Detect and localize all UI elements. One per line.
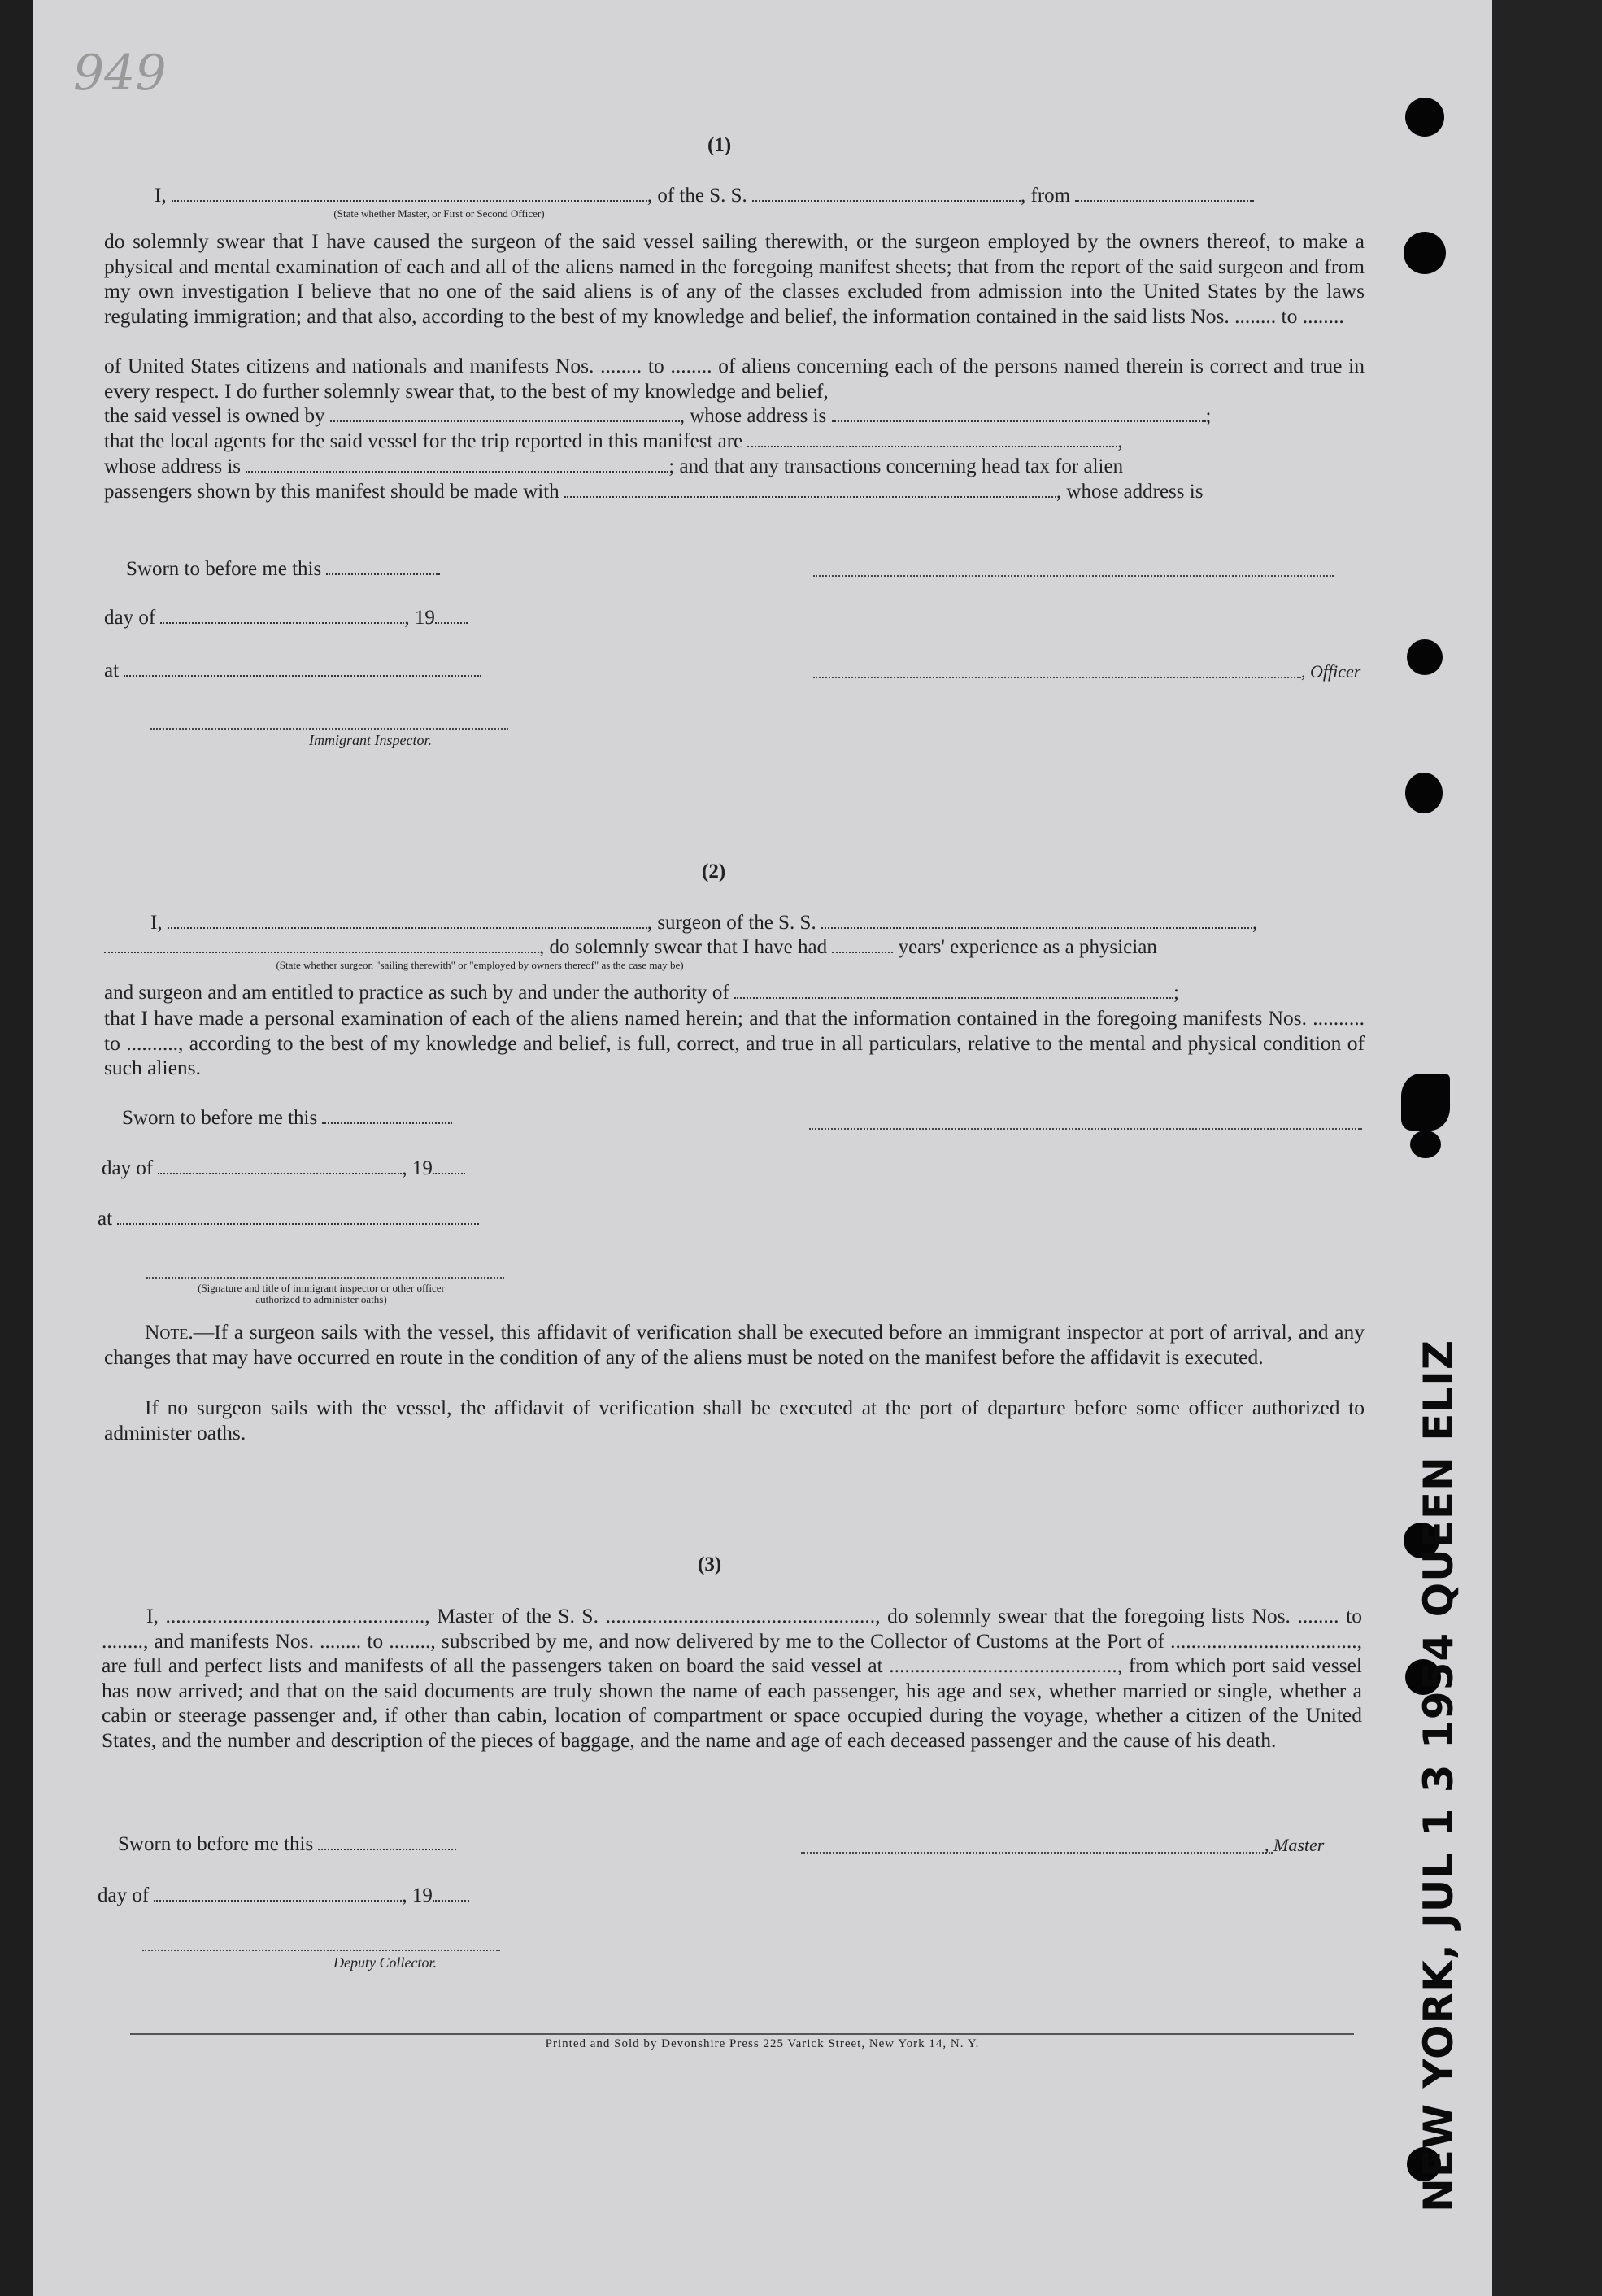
- s1-address-label: whose address is: [104, 455, 242, 477]
- s1-from: , from: [1021, 185, 1071, 207]
- s2-sworn: Sworn to before me this: [122, 1106, 452, 1131]
- s1-inspector-label: Immigrant Inspector.: [309, 732, 432, 748]
- s3-master-sig-line: [801, 1850, 1273, 1854]
- s2-day: day of , 19: [102, 1157, 465, 1181]
- s1-i: I,: [155, 185, 167, 207]
- s1-sworn: Sworn to before me this: [126, 557, 440, 582]
- s1-address-line: [104, 455, 1123, 479]
- section-2-number: (2): [702, 860, 726, 882]
- s2-swear-line: [104, 935, 1157, 960]
- s3-day: day of , 19: [98, 1884, 469, 1908]
- s1-agents-label: that the local agents for the said vessel for the trip reported in this manifest are: [104, 430, 743, 452]
- s1-passengers-line: [104, 480, 1203, 504]
- s1-day: day of , 19: [104, 606, 468, 630]
- binder-hole: [1410, 1131, 1441, 1158]
- binder-hole: [1404, 232, 1446, 274]
- s3-deputy-sig-line: [142, 1948, 500, 1951]
- s1-lead-line: [155, 184, 1254, 208]
- s1-at: at: [104, 659, 481, 683]
- s1-agents-line: that the local agents for the said vessel for the trip reported in this manifest are ,: [104, 430, 1123, 452]
- s1-body: do solemnly swear that I have caused the surgeon of the said vessel sailing therewith, or the surgeon employed by the owners thereof, to make a physical and mental examination of each and all of the aliens named in the foregoing manifest sheets; that from the report of the said surgeon and from my own investigation I believe that no one of the said aliens is of any of the classes excluded from admission into the United States by the laws regulating immigration; and that also, according to the best of my knowledge and belief, the information contained in the said lists Nos. ........ to ........: [104, 229, 1365, 328]
- section-3-number: (3): [698, 1553, 722, 1575]
- scan-border: [1492, 0, 1602, 2296]
- s1-owned-label: the said vessel is owned by: [104, 405, 325, 427]
- s1-footnote: (State whether Master, or First or Second Officer): [333, 207, 545, 220]
- note-paragraph-1: Note.—If a surgeon sails with the vessel, this affidavit of verification shall be executed before an immigrant inspector at port of arrival, and any changes that may have occurred en route in the condition of any of the aliens must be noted on the manifest before the affidavit is executed.: [104, 1320, 1365, 1369]
- corner-mark: 949: [73, 45, 167, 102]
- s2-sig-caption: (Signature and title of immigrant inspector or other officer authorized to administer oaths): [198, 1282, 445, 1305]
- binder-hole: [1405, 773, 1443, 813]
- footer-rule: [130, 2033, 1354, 2035]
- arrival-date-stamp: NEW YORK, JUL 1 3 1954 QUEEN ELIZ: [1415, 1339, 1462, 2212]
- s1-officer-label: , Officer: [1301, 661, 1361, 682]
- section-1-number: (1): [707, 134, 732, 156]
- s3-sworn: Sworn to before me this: [118, 1832, 456, 1857]
- binder-hole: [1405, 98, 1444, 137]
- s1-officer-sig-line-1: [813, 573, 1334, 577]
- s1-owned-line: the said vessel is owned by , whose address is ;: [104, 405, 1212, 427]
- s1-inspector-sig-line: [150, 726, 508, 730]
- s1-of-ss: , of the S. S.: [646, 185, 747, 207]
- s2-surgeon-label: , surgeon of the S. S.: [646, 912, 816, 934]
- manifest-verification-page: [33, 0, 1492, 2296]
- note-paragraph-2: If no surgeon sails with the vessel, the affidavit of verification shall be executed at the port of departure before some officer authorized to administer oaths.: [104, 1396, 1365, 1444]
- s2-experience-label: years' experience as a physician: [898, 936, 1157, 958]
- s1-headtax-label: ; and that any transactions concerning head tax for alien: [668, 455, 1124, 477]
- note-label: Note.: [145, 1320, 194, 1344]
- s3-master-label: , Master: [1265, 1835, 1325, 1855]
- s2-body: that I have made a personal examination of each of the aliens named herein; and that the information contained in the foregoing manifests Nos. .......... to .........., according to the best of my knowledge and belief, is full, correct, and true in all particulars, relative to the mental and physical condition of such aliens.: [104, 1006, 1365, 1079]
- binder-hole: [1407, 639, 1443, 675]
- s1-passengers-label: passengers shown by this manifest should be made with: [104, 481, 559, 503]
- s2-lead-line: I, , surgeon of the S. S. ,: [150, 912, 1258, 934]
- binder-hole: [1401, 1074, 1450, 1131]
- s2-surgeon-sig-line: [809, 1126, 1362, 1130]
- printer-footer: Printed and Sold by Devonshire Press 225 Varick Street, New York 14, N. Y.: [545, 2037, 980, 2050]
- s1-owned-address-label: , whose address is: [679, 405, 827, 427]
- s2-footnote: (State whether surgeon "sailing therewith" or "employed by owners thereof" as the case may be): [276, 959, 684, 971]
- s2-inspector-sig-line: [146, 1275, 504, 1279]
- s1-body-2: of United States citizens and nationals and manifests Nos. ........ to ........ of aliens concerning each of the persons named therein is correct and true in every respect. I do further solemnly swear that, to the best of my knowledge and belief,: [104, 354, 1365, 403]
- s2-authority-line: and surgeon and am entitled to practice as such by and under the authority of ;: [104, 982, 1179, 1004]
- s1-officer-sig-line-2: [813, 675, 1301, 678]
- s2-at: at: [98, 1207, 479, 1231]
- s1-passengers-address-label: , whose address is: [1056, 481, 1204, 503]
- s3-body: I, .................................................., Master of the S. S. ...................................................., do solemnly swear that the foregoing lists Nos. ........ to ........, and manifests Nos. ........ to ........, subscribed by me, and now delivered by me to the Collector of Customs at the Port of ...................................., are full and perfect lists and manifests of all the passengers taken on board the said vessel at ............................................, from which port said vessel has now arrived; and that on the said documents are truly shown the name of each passenger, his age and sex, whether married or single, whether a cabin or steerage passenger and, if other than cabin, location of compartment or space occupied during the voyage, whether a citizen of the United States, and the number and description of the pieces of baggage, and the name and age of each deceased passenger and the cause of his death.: [102, 1604, 1362, 1752]
- s2-swear-label: , do solemnly swear that I have had: [539, 936, 828, 958]
- s3-deputy-label: Deputy Collector.: [333, 1954, 437, 1971]
